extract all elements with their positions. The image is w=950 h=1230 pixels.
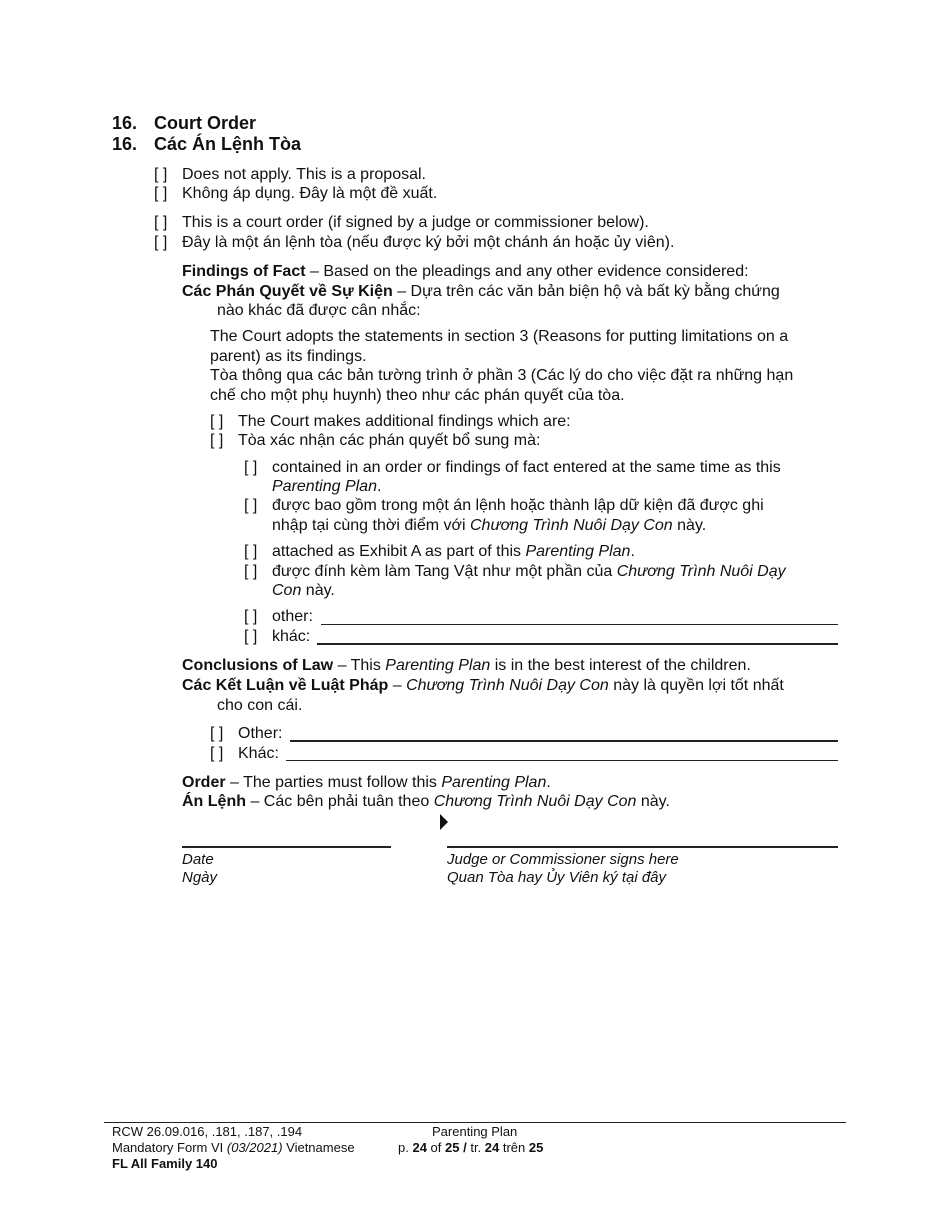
adopts-en-1: The Court adopts the statements in section 3 (Reasons for putting limitations on a (210, 328, 789, 345)
footer-divider (104, 1122, 846, 1123)
checkbox[interactable]: [ ] (210, 432, 224, 449)
text: attached as Exhibit A as part of this (272, 543, 526, 560)
footer-doc-title: Parenting Plan (432, 1124, 518, 1139)
adopts-vi-2: chế cho một phụ huynh) theo như các phán quyết của tòa. (210, 387, 625, 404)
option-label: The Court makes additional findings which are: (238, 413, 571, 430)
footer-page-number (398, 1140, 543, 1156)
section-number: 16. (112, 113, 138, 133)
checkbox[interactable]: [ ] (154, 234, 168, 251)
option-conclusions-other-vi[interactable] (210, 744, 279, 764)
option-other-en[interactable] (244, 607, 313, 627)
option-attached-vi[interactable] (244, 562, 786, 582)
text: / (459, 1140, 471, 1155)
other-vi-field[interactable] (317, 643, 838, 645)
page-total: 25 (445, 1140, 460, 1155)
section-heading-en (112, 113, 256, 134)
option-label: được bao gồm trong một án lệnh hoặc thành lập dữ kiện đã được ghi (272, 497, 764, 514)
text: of (426, 1140, 446, 1155)
checkbox[interactable]: [ ] (244, 459, 258, 476)
text: này. (672, 517, 707, 534)
judge-label-vi: Quan Tòa hay Ủy Viên ký tại đây (447, 869, 667, 886)
text: p. (398, 1140, 413, 1155)
option-label: Other: (238, 725, 283, 742)
text: Vietnamese (282, 1140, 355, 1155)
option-court-order-en[interactable] (154, 213, 649, 233)
parenting-plan-italic: Parenting Plan (272, 478, 377, 495)
checkbox[interactable]: [ ] (210, 413, 224, 430)
section-title-vi: Các Án Lệnh Tòa (154, 134, 302, 154)
text: này. (636, 793, 670, 810)
date-label-en: Date (182, 851, 214, 868)
order-heading-vi (182, 792, 670, 812)
option-additional-en[interactable] (210, 412, 571, 432)
option-contained-en-cont (272, 477, 381, 497)
findings-text-en: – Based on the pleadings and any other evidence considered: (305, 263, 749, 280)
conclusions-heading-vi (182, 676, 784, 696)
checkbox[interactable]: [ ] (210, 745, 224, 762)
findings-text-vi: – Dựa trên các văn bản biện hộ và bất kỳ bằng chứng (392, 283, 780, 300)
findings-heading-en (182, 262, 749, 282)
option-label: Tòa xác nhận các phán quyết bổ sung mà: (238, 432, 541, 449)
text: trên (499, 1140, 529, 1155)
adopts-en-2: parent) as its findings. (210, 348, 367, 365)
text: này là quyền lợi tốt nhất (608, 677, 784, 694)
plan-italic: Chương Trình Nuôi Dạy Con (433, 793, 637, 810)
checkbox[interactable]: [ ] (244, 628, 258, 645)
option-label (272, 562, 786, 582)
findings-label-en: Findings of Fact (182, 263, 306, 280)
text: nhập tại cùng thời điểm với (272, 517, 470, 534)
option-contained-vi[interactable] (244, 496, 764, 516)
option-label: khác: (272, 628, 311, 645)
findings-heading-vi (182, 282, 780, 302)
footer-rcw: RCW 26.09.016, .181, .187, .194 (112, 1124, 303, 1139)
footer-form-id: FL All Family 140 (112, 1156, 218, 1171)
text: tr. (470, 1140, 485, 1155)
conclusions-other-en-field[interactable] (290, 740, 838, 742)
text: – (388, 677, 407, 694)
checkbox[interactable]: [ ] (244, 608, 258, 625)
conclusions-label-en: Conclusions of Law (182, 657, 334, 674)
text: . (546, 774, 551, 791)
conclusions-other-vi-field[interactable] (286, 760, 838, 761)
option-label: This is a court order (if signed by a judge or commissioner below). (182, 214, 649, 231)
option-conclusions-other-en[interactable] (210, 724, 282, 744)
page-current: 24 (412, 1140, 427, 1155)
judge-label-en: Judge or Commissioner signs here (447, 851, 679, 868)
checkbox[interactable]: [ ] (154, 214, 168, 231)
section-number-vi: 16. (112, 134, 138, 154)
plan-italic: Parenting Plan (441, 774, 547, 791)
option-not-apply-vi[interactable] (154, 184, 437, 204)
date-label-vi: Ngày (182, 869, 218, 886)
conclusions-vi-cont: cho con cái. (217, 697, 303, 714)
plan-italic: Chương Trình Nuôi Dạy Con (469, 517, 673, 534)
option-label: Does not apply. This is a proposal. (182, 166, 426, 183)
conclusions-heading-en (182, 656, 751, 676)
text: – The parties must follow this (225, 774, 442, 791)
option-other-vi[interactable] (244, 627, 310, 647)
findings-text-vi-cont: nào khác đã được cân nhắc: (217, 302, 421, 319)
sign-here-arrow-icon (440, 814, 448, 830)
footer-form (112, 1140, 355, 1156)
option-label: attached as Exhibit A as part of this Parenting Plan. (272, 543, 635, 560)
plan-italic: Con (272, 582, 302, 599)
checkbox[interactable]: [ ] (244, 497, 258, 514)
findings-label-vi: Các Phán Quyết về Sự Kiện (182, 283, 393, 300)
order-label-en: Order (182, 774, 226, 791)
order-label-vi: Án Lệnh (182, 793, 246, 810)
option-court-order-vi[interactable] (154, 233, 674, 253)
option-contained-vi-cont (272, 516, 706, 536)
plan-italic: Parenting Plan (525, 543, 631, 560)
checkbox[interactable]: [ ] (244, 543, 258, 560)
section-title-en: Court Order (154, 113, 257, 133)
page-total-vi: 25 (528, 1140, 544, 1155)
checkbox[interactable]: [ ] (210, 725, 224, 742)
text: – Các bên phải tuân theo (246, 793, 434, 810)
page-current-vi: 24 (484, 1140, 500, 1155)
checkbox[interactable]: [ ] (244, 563, 258, 580)
option-label: other: (272, 608, 313, 625)
checkbox[interactable]: [ ] (154, 185, 168, 202)
plan-italic: Parenting Plan (385, 657, 491, 674)
period: . (376, 478, 382, 495)
option-label: Không áp dụng. Đây là một đề xuất. (182, 185, 438, 202)
adopts-vi-1: Tòa thông qua các bản tường trình ở phần 3 (Các lý do cho việc đặt ra những hạn (210, 367, 794, 384)
option-attached-en[interactable] (244, 542, 635, 562)
option-not-apply-en[interactable] (154, 165, 426, 185)
text: này. (301, 582, 335, 599)
plan-italic: Chương Trình Nuôi Dạy (616, 563, 786, 580)
order-heading-en (182, 773, 551, 793)
section-heading-vi (112, 134, 301, 155)
text: is in the best interest of the children. (490, 657, 751, 674)
form-date: (03/2021) (226, 1140, 283, 1155)
option-label: Đây là một án lệnh tòa (nếu được ký bởi một chánh án hoặc ủy viên). (182, 234, 675, 251)
text: Mandatory Form VI (112, 1140, 227, 1155)
date-signature-line[interactable] (182, 846, 391, 848)
option-label: contained in an order or findings of fact entered at the same time as this (272, 459, 781, 476)
option-contained-en[interactable] (244, 458, 781, 478)
checkbox[interactable]: [ ] (154, 166, 168, 183)
text: – This (333, 657, 386, 674)
plan-italic: Chương Trình Nuôi Dạy Con (406, 677, 609, 694)
other-en-field[interactable] (321, 624, 838, 625)
option-additional-vi[interactable] (210, 431, 540, 451)
option-label: Khác: (238, 745, 279, 762)
conclusions-label-vi: Các Kết Luận về Luật Pháp (182, 677, 389, 694)
option-attached-vi-cont (272, 581, 335, 601)
text: được đính kèm làm Tang Vật như một phần của (272, 563, 617, 580)
judge-signature-line[interactable] (447, 846, 838, 848)
